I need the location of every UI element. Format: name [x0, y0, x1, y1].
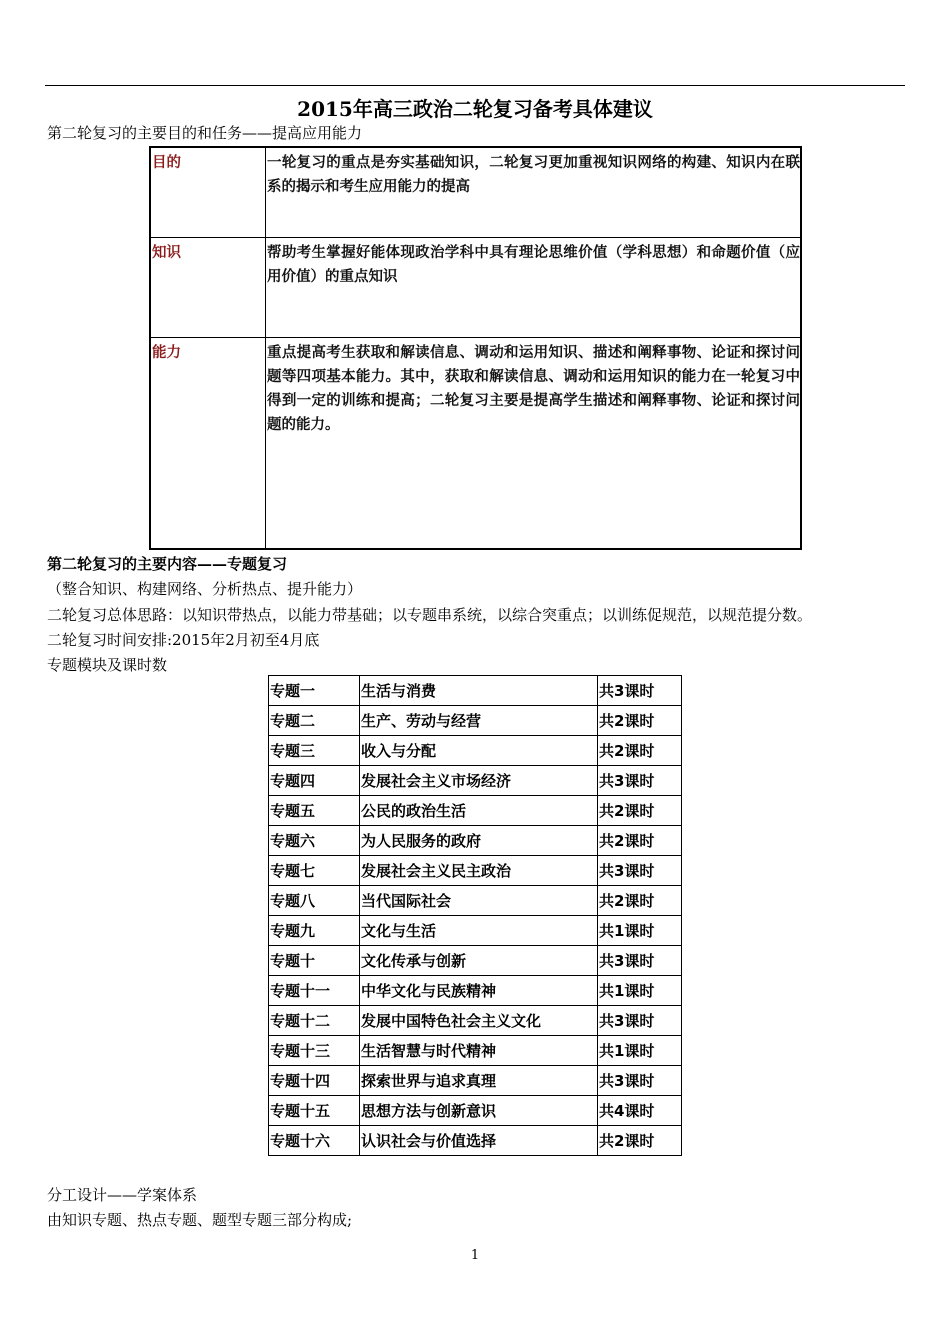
- goal-key: 目的: [150, 147, 266, 237]
- table-row: [269, 796, 682, 826]
- topic-id: 专题五: [269, 796, 360, 826]
- topic-hours: 共2课时: [598, 886, 682, 916]
- topic-id: 专题二: [269, 706, 360, 736]
- table-row: [269, 946, 682, 976]
- topic-id: 专题十: [269, 946, 360, 976]
- table-row: [269, 1126, 682, 1156]
- topic-id: 专题六: [269, 826, 360, 856]
- topic-id: 专题一: [269, 676, 360, 706]
- table-row: [269, 886, 682, 916]
- section3-heading: 分工设计——学案体系: [47, 1186, 198, 1204]
- section3-text: 由知识专题、热点专题、题型专题三部分构成;: [47, 1211, 353, 1229]
- schedule: 二轮复习时间安排:2015年2月初至4月底: [47, 631, 320, 649]
- topic-name: 生活智慧与时代精神: [360, 1036, 598, 1066]
- table-row: [269, 916, 682, 946]
- table-row: [150, 337, 801, 549]
- table-row: [269, 736, 682, 766]
- topic-name: 中华文化与民族精神: [360, 976, 598, 1006]
- table-row: [269, 1006, 682, 1036]
- table-row: [269, 1096, 682, 1126]
- topic-hours: 共3课时: [598, 1066, 682, 1096]
- topic-name: 发展中国特色社会主义文化: [360, 1006, 598, 1036]
- topic-id: 专题八: [269, 886, 360, 916]
- topics-table: [268, 675, 682, 1156]
- table-row: [269, 1066, 682, 1096]
- overall-idea: 二轮复习总体思路：以知识带热点，以能力带基础；以专题串系统，以综合突重点；以训练促规范，以规范提分数。: [47, 606, 813, 624]
- topic-hours: 共2课时: [598, 736, 682, 766]
- topic-name: 生活与消费: [360, 676, 598, 706]
- table-row: [269, 976, 682, 1006]
- goal-key: 知识: [150, 237, 266, 337]
- topic-hours: 共4课时: [598, 1096, 682, 1126]
- goals-table: [149, 146, 802, 550]
- topic-id: 专题七: [269, 856, 360, 886]
- table-row: [269, 676, 682, 706]
- table-row: [269, 826, 682, 856]
- page-number: 1: [470, 1248, 480, 1263]
- topic-id: 专题十一: [269, 976, 360, 1006]
- table-row: [269, 1036, 682, 1066]
- table-row: [269, 856, 682, 886]
- topic-id: 专题九: [269, 916, 360, 946]
- topic-id: 专题四: [269, 766, 360, 796]
- topic-name: 发展社会主义民主政治: [360, 856, 598, 886]
- topic-name: 文化与生活: [360, 916, 598, 946]
- topic-hours: 共2课时: [598, 706, 682, 736]
- topic-hours: 共1课时: [598, 916, 682, 946]
- topic-name: 探索世界与追求真理: [360, 1066, 598, 1096]
- topic-name: 发展社会主义市场经济: [360, 766, 598, 796]
- topic-id: 专题十三: [269, 1036, 360, 1066]
- topic-id: 专题三: [269, 736, 360, 766]
- topic-hours: 共2课时: [598, 826, 682, 856]
- page-title: 2015年高三政治二轮复习备考具体建议: [297, 97, 653, 121]
- topic-hours: 共2课时: [598, 1126, 682, 1156]
- section1-heading: 第二轮复习的主要目的和任务——提高应用能力: [47, 124, 363, 142]
- topic-id: 专题十五: [269, 1096, 360, 1126]
- topic-id: 专题十二: [269, 1006, 360, 1036]
- topic-id: 专题十六: [269, 1126, 360, 1156]
- modules-heading: 专题模块及课时数: [47, 656, 168, 674]
- topic-name: 生产、劳动与经营: [360, 706, 598, 736]
- topic-name: 收入与分配: [360, 736, 598, 766]
- table-row: [269, 766, 682, 796]
- table-row: [150, 147, 801, 237]
- topic-name: 当代国际社会: [360, 886, 598, 916]
- topic-name: 认识社会与价值选择: [360, 1126, 598, 1156]
- goal-text: 一轮复习的重点是夯实基础知识，二轮复习更加重视知识网络的构建、知识内在联系的揭示和考生应用能力的提高: [266, 147, 802, 237]
- goal-text: 重点提高考生获取和解读信息、调动和运用知识、描述和阐释事物、论证和探讨问题等四项基本能力。其中，获取和解读信息、调动和运用知识的能力在一轮复习中得到一定的训练和提高；二轮复习主要是提高学生描述和阐释事物、论证和探讨问题的能力。: [266, 337, 802, 549]
- topic-hours: 共1课时: [598, 1036, 682, 1066]
- topic-name: 为人民服务的政府: [360, 826, 598, 856]
- header-rule: [45, 85, 905, 86]
- goal-key: 能力: [150, 337, 266, 549]
- topic-hours: 共1课时: [598, 976, 682, 1006]
- topic-hours: 共3课时: [598, 946, 682, 976]
- goal-text: 帮助考生掌握好能体现政治学科中具有理论思维价值（学科思想）和命题价值（应用价值）的重点知识: [266, 237, 802, 337]
- topic-id: 专题十四: [269, 1066, 360, 1096]
- topic-name: 公民的政治生活: [360, 796, 598, 826]
- topic-hours: 共3课时: [598, 856, 682, 886]
- section2-subheading: （整合知识、构建网络、分析热点、提升能力）: [47, 580, 363, 598]
- section2-heading: 第二轮复习的主要内容——专题复习: [47, 555, 288, 573]
- topic-hours: 共2课时: [598, 796, 682, 826]
- topic-hours: 共3课时: [598, 1006, 682, 1036]
- table-row: [150, 237, 801, 337]
- topic-name: 文化传承与创新: [360, 946, 598, 976]
- topic-hours: 共3课时: [598, 676, 682, 706]
- topic-hours: 共3课时: [598, 766, 682, 796]
- table-row: [269, 706, 682, 736]
- topic-name: 思想方法与创新意识: [360, 1096, 598, 1126]
